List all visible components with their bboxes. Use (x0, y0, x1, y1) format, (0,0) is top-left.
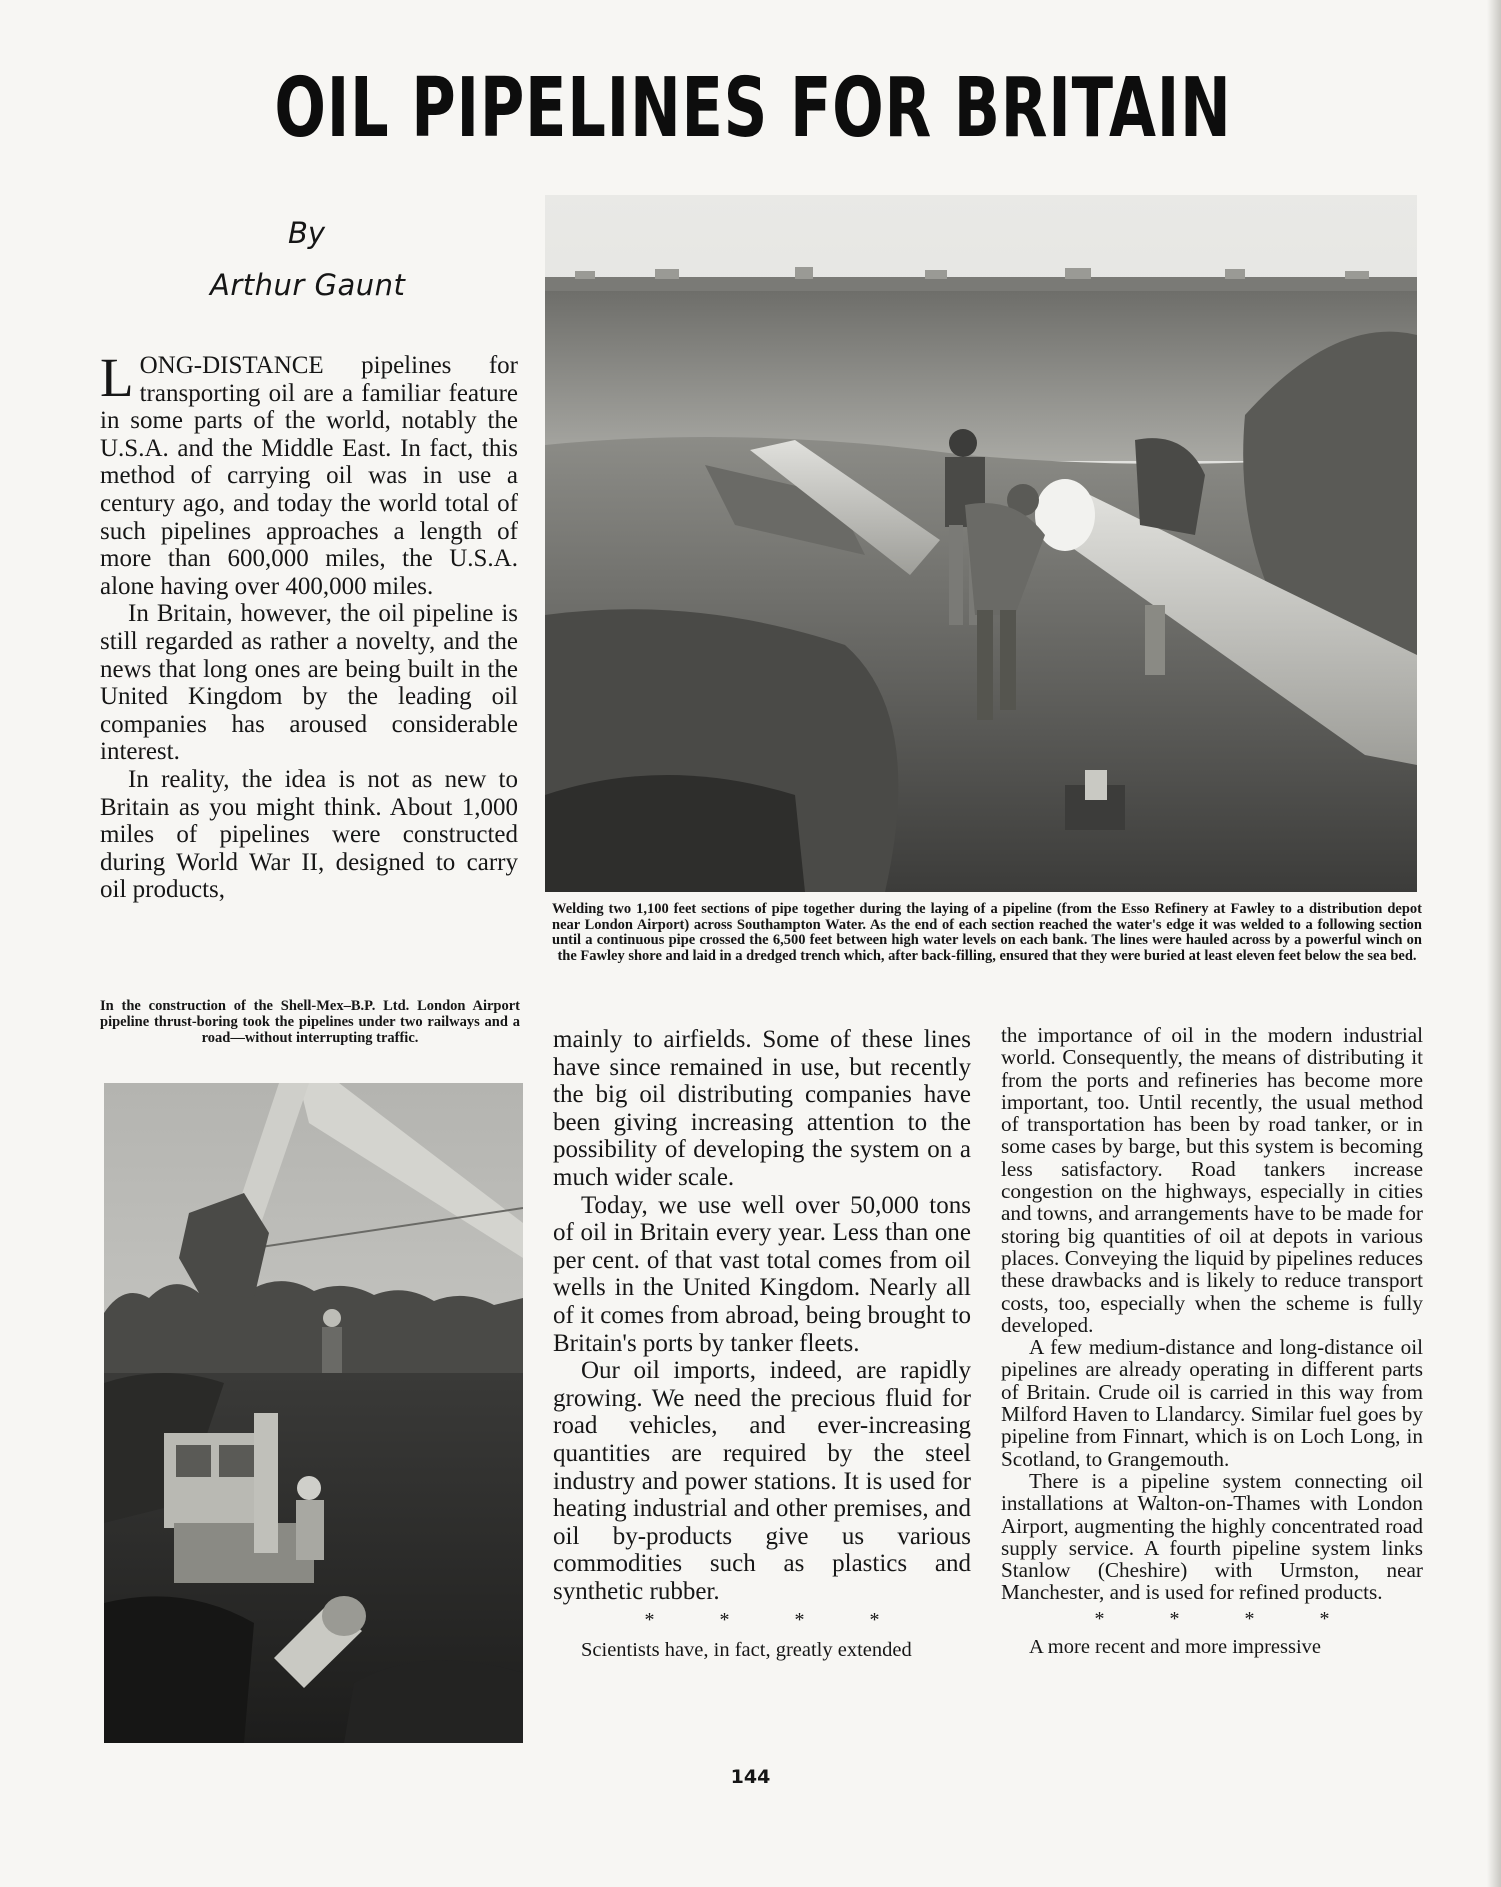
drop-cap: L (100, 347, 134, 408)
paragraph-3: In reality, the idea is not as new to Britain as you might think. About 1,000 miles of pipelines were constructed during World War II, designed to carry oil products, (100, 765, 518, 904)
paragraph-9: A few medium-distance and long-distance oil pipelines are already operating in different parts of Britain. Crude oil is carried in this way from Milford Haven to Llandarcy. Similar fuel goes by pipeline from Finnart, which is on Loch Long, in Scotland, to Grangemouth. (1001, 1335, 1423, 1471)
paragraph-8: the importance of oil in the modern industrial world. Consequently, the means of distributing it from the ports and refineries has become more important, too. Until recently, the usual method of transportation has been by road tanker, or in some cases by barge, but this system is becoming less satisfactory. Road tankers increase congestion on the highways, especially in cities and towns, and arrangements have to be made for storing big quantities of oil at depots in various places. Conveying the liquid by pipelines reduces these drawbacks and is likely to reduce transport costs, too, especially when the scheme is fully developed. (1001, 1023, 1423, 1337)
paragraph-1-text: ONG-DISTANCE pipelines for transporting oil are a familiar feature in some parts of the world, notably the U.S.A. and the Middle East. In fact, this method of carrying oil was in use a century ago, and today the world total of such pipelines approaches a length of more than 600,000 miles, the U.S.A. alone having over 400,000 miles. (100, 352, 518, 600)
thrust-boring-illustration (104, 1083, 523, 1743)
paragraph-11: A more recent and more impressive (1029, 1635, 1322, 1658)
headline: OIL PIPELINES FOR BRITAIN (274, 61, 1232, 156)
paragraph-1 (100, 347, 518, 600)
thrust-boring-photo (104, 1083, 523, 1743)
section-break-stars: * * * * (1094, 1607, 1360, 1630)
paragraph-5: Today, we use well over 50,000 tons of oil in Britain every year. Less than one per cent. of that vast total comes from oil wells in the United Kingdom. Nearly all of it comes from abroad, being brought to Britain's ports by tanker fleets. (553, 1191, 971, 1357)
paragraph-4: mainly to airfields. Some of these lines have since remained in use, but recently the big oil distributing companies have been giving increasing attention to the possibility of developing the system on a much wider scale. (553, 1026, 971, 1191)
article-column-1 (100, 347, 518, 904)
article-column-3 (1001, 1024, 1423, 1658)
byline-author: Arthur Gaunt (210, 268, 406, 302)
paragraph-7: Scientists have, in fact, greatly extended (581, 1639, 912, 1662)
pipeline-welding-illustration (545, 195, 1417, 892)
paragraph-10: There is a pipeline system connecting oil installations at Walton-on-Thames with London Airport, augmenting the highly concentrated road supply service. A fourth pipeline system links Stanlow (Cheshire) with Urmston, near Manchester, and is used for refined products. (1001, 1468, 1423, 1605)
main-photo-caption: Welding two 1,100 feet sections of pipe together during the laying of a pipeline (from the Esso Refinery at Fawley to a distribution depot near London Airport) across Southampton Water. As the end of each section reached the water's edge it was welded to a following section until a continuous pipe crossed the 6,500 feet between high water levels on each bank. The lines were hauled across by a powerful winch on the Fawley shore and laid in a dredged trench which, after back-filling, ensured that they were buried at least eleven feet below the sea bed. (552, 901, 1422, 964)
byline-by: By (288, 216, 326, 250)
article-column-2 (553, 1026, 971, 1665)
pipeline-welding-photo (545, 195, 1417, 892)
page-number: 144 (730, 1766, 771, 1788)
small-photo-caption: In the construction of the Shell-Mex–B.P. Ltd. London Airport pipeline thrust-boring took the pipelines under two railways and a road—without interrupting traffic. (100, 998, 520, 1046)
section-break-stars: * * * * (644, 1609, 910, 1632)
paragraph-6: Our oil imports, indeed, are rapidly growing. We need the precious fluid for road vehicles, and ever-increasing quantities are required by the steel industry and power stations. It is used for heating industrial and other premises, and oil by-products give us various commodities such as plastics and synthetic rubber. (553, 1357, 971, 1605)
paragraph-2: In Britain, however, the oil pipeline is still regarded as rather a novelty, and the news that long ones are being built in the United Kingdom by the leading oil companies has aroused considerable interest. (100, 600, 518, 766)
page-edge-shadow (1487, 0, 1501, 1887)
